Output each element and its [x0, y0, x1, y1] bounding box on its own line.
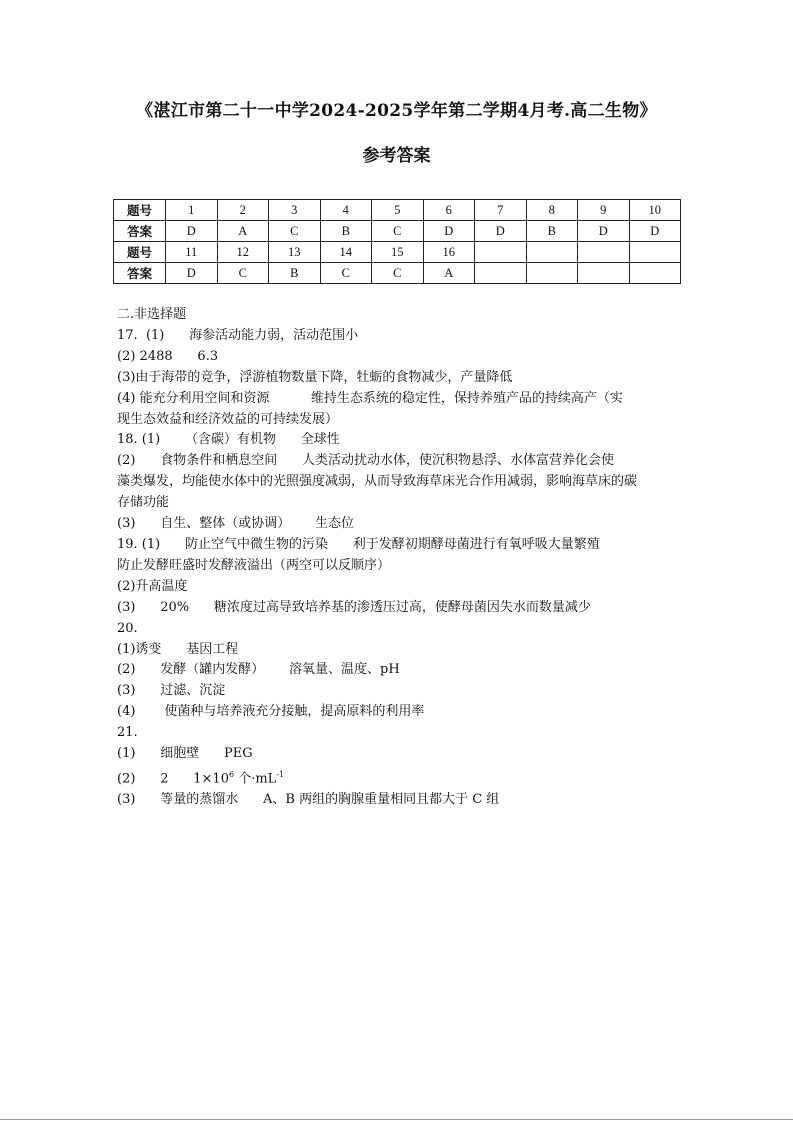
table-cell: C — [217, 263, 269, 284]
table-row — [114, 200, 681, 221]
table-cell: 14 — [320, 242, 372, 263]
table-cell: D — [475, 221, 527, 242]
exponent: 6 — [228, 769, 235, 779]
row-header: 题号 — [114, 200, 166, 221]
answer-line: 存储功能 — [117, 495, 170, 511]
table-cell: D — [578, 221, 630, 242]
table-cell: 5 — [372, 200, 424, 221]
exponent: -1 — [276, 769, 285, 779]
table-cell: C — [372, 263, 424, 284]
table-cell: 1 — [166, 200, 218, 221]
table-cell: A — [217, 221, 269, 242]
answer-table — [113, 199, 681, 284]
table-cell: C — [320, 263, 372, 284]
table-row — [114, 263, 681, 284]
answer-line: (3) 20% 糖浓度过高导致培养基的渗透压过高，使酵母菌因失水而数量减少 — [117, 599, 591, 615]
table-cell: 11 — [166, 242, 218, 263]
table-cell — [526, 263, 578, 284]
table-cell: 7 — [475, 200, 527, 221]
table-cell: 9 — [578, 200, 630, 221]
table-cell: 15 — [372, 242, 424, 263]
table-cell: 4 — [320, 200, 372, 221]
answer-line: (3)由于海带的竞争，浮游植物数量下降，牡蛎的食物减少，产量降低 — [117, 369, 513, 385]
table-cell: D — [423, 221, 475, 242]
table-cell — [578, 242, 630, 263]
table-row — [114, 221, 681, 242]
table-cell — [475, 242, 527, 263]
table-cell: B — [526, 221, 578, 242]
table-cell: C — [372, 221, 424, 242]
table-cell — [629, 263, 681, 284]
table-cell: A — [423, 263, 475, 284]
table-cell: D — [629, 221, 681, 242]
text: (2) 2 1×10 — [117, 771, 229, 787]
row-header: 题号 — [114, 242, 166, 263]
answer-line: 17. (1) 海参活动能力弱，活动范围小 — [117, 327, 359, 343]
answer-line: (3) 自生、整体（或协调） 生态位 — [117, 516, 355, 532]
answer-line: 二.非选择题 — [117, 307, 187, 322]
table-cell: 10 — [629, 200, 681, 221]
table-cell: 6 — [423, 200, 475, 221]
answer-line: (2)升高温度 — [117, 578, 188, 594]
table-cell: D — [166, 221, 218, 242]
answer-line: (4) 能充分利用空间和资源 维持生态系统的稳定性，保持养殖产品的持续高产（实 — [117, 390, 623, 406]
table-cell: 12 — [217, 242, 269, 263]
table-row — [114, 242, 681, 263]
answer-line-21-3: (3) 等量的蒸馏水 A、B 两组的胸腺重量相同且都大于 C 组 — [117, 792, 500, 808]
table-cell: C — [269, 221, 321, 242]
row-header: 答案 — [114, 221, 166, 242]
answer-line: 19. (1) 防止空气中微生物的污染 利于发酵初期酵母菌进行有氧呼吸大量繁殖 — [117, 536, 600, 552]
answer-line: (2) 食物条件和栖息空间 人类活动扰动水体，使沉积物悬浮、水体富营养化会使 — [117, 453, 615, 469]
answer-line: 现生态效益和经济效益的可持续发展） — [117, 411, 339, 427]
table-cell: 8 — [526, 200, 578, 221]
answer-line: 防止发酵旺盛时发酵液溢出（两空可以反顺序） — [117, 557, 391, 573]
table-cell: 3 — [269, 200, 321, 221]
table-cell: 16 — [423, 242, 475, 263]
text: 个·mL — [234, 771, 277, 787]
answer-line: (2) 发酵（罐内发酵） 溶氧量、温度、pH — [117, 662, 400, 678]
answer-body — [117, 305, 687, 811]
table-cell — [475, 263, 527, 284]
row-header: 答案 — [114, 263, 166, 284]
answer-line: (1) 细胞壁 PEG — [117, 746, 253, 762]
answer-line: (3) 过滤、沉淀 — [117, 683, 226, 699]
answer-line: 20. — [117, 620, 138, 636]
answer-line: 藻类爆发，均能使水体中的光照强度减弱，从而导致海草床光合作用减弱，影响海草床的碳 — [117, 474, 638, 490]
answer-line: (4) 使菌种与培养液充分接触，提高原料的利用率 — [117, 704, 425, 720]
table-cell — [629, 242, 681, 263]
answer-line: 21. — [117, 725, 138, 741]
document-subtitle: 参考答案 — [362, 146, 431, 166]
table-cell: B — [269, 263, 321, 284]
table-cell — [578, 263, 630, 284]
answer-line: (2) 2488 6.3 — [117, 348, 219, 364]
table-cell: D — [166, 263, 218, 284]
table-cell: 13 — [269, 242, 321, 263]
answer-line: (1)诱变 基因工程 — [117, 641, 239, 657]
answer-line: 18. (1) （含碳）有机物 全球性 — [117, 432, 340, 448]
table-cell: B — [320, 221, 372, 242]
document-title: 《湛江市第二十一中学2024-2025学年第二学期4月考.高二生物》 — [136, 101, 657, 121]
answer-line-21-2 — [117, 765, 687, 790]
table-cell — [526, 242, 578, 263]
table-cell: 2 — [217, 200, 269, 221]
page-bottom-divider — [0, 1119, 793, 1120]
